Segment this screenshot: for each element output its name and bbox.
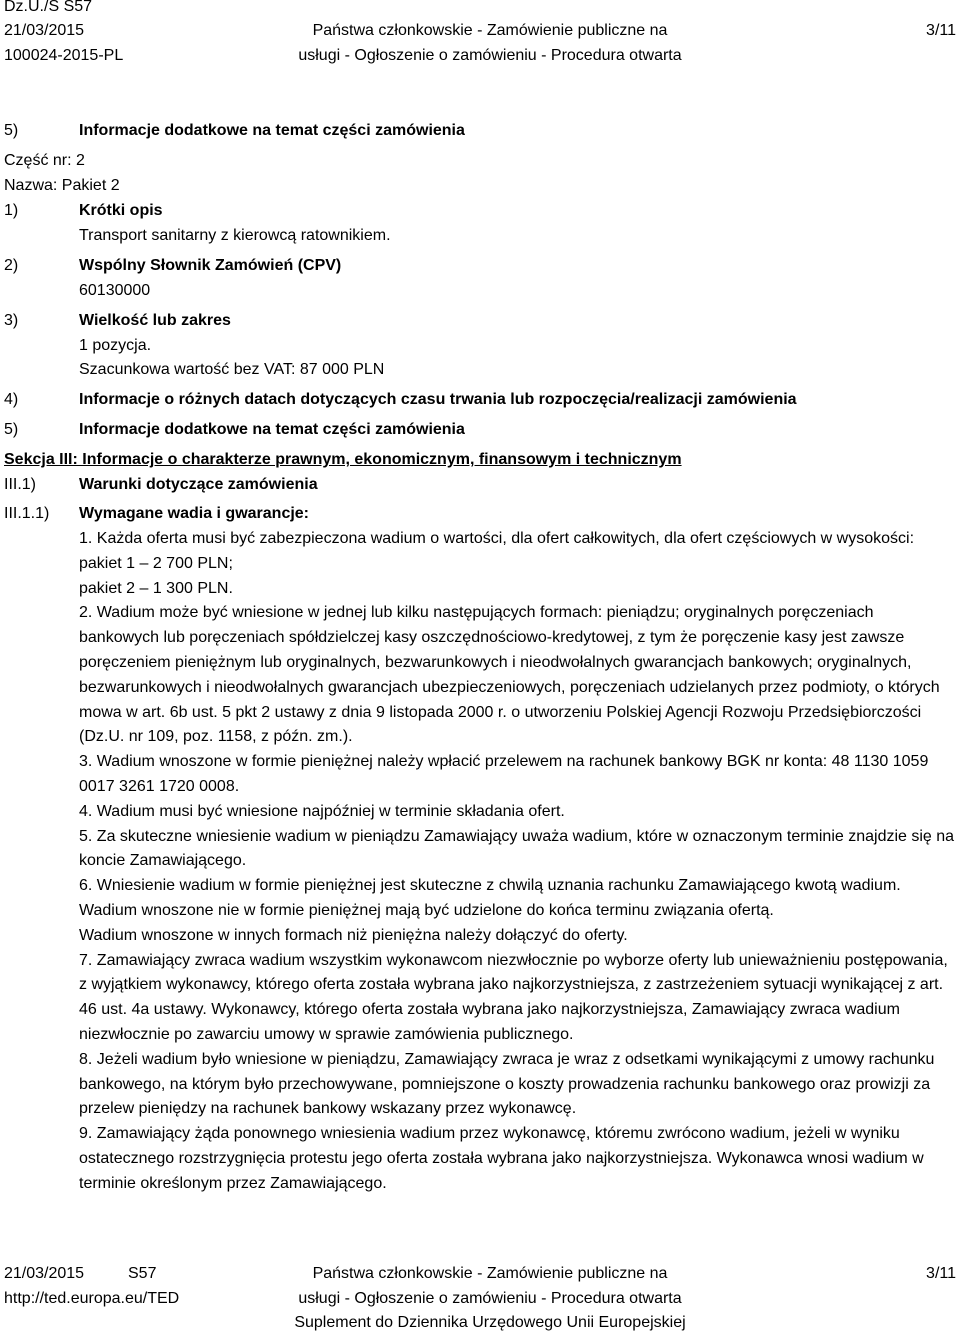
s2-text: 60130000 [79, 282, 151, 299]
section3-heading: Sekcja III: Informacje o charakterze prawnym, ekonomicznym, finansowym i technicznym [4, 451, 682, 468]
footer-journal: S57 [128, 1265, 157, 1282]
footer-page: 3/11 [926, 1265, 956, 1282]
paragraph: 5. Za skuteczne wniesienie wadium w pieniądzu Zamawiający uważa wadium, które w oznaczonym terminie znajdzie się na koncie Zamawiającego. [79, 827, 955, 870]
header-date: 21/03/2015 [4, 22, 85, 39]
paragraph: 9. Zamawiający żąda ponownego wniesienia wadium przez wykonawcę, któremu zwrócono wadium, jeżeli w wyniku ostatecznego rozstrzygnięcia protestu jego oferta została wybrana jako najkorzystniejsza. Wykonawca wnosi wadium w terminie określonym przez Zamawiającego. [79, 1125, 924, 1192]
header-title-line2: usługi - Ogłoszenie o zamówieniu - Procedura otwarta [298, 47, 682, 64]
s5b-num: 5) [4, 421, 19, 438]
s5-num: 5) [4, 122, 19, 139]
s5b-title: Informacje dodatkowe na temat części zamówienia [79, 421, 465, 438]
paragraph: 3. Wadium wnoszone w formie pieniężnej należy wpłacić przelewem na rachunek bankowy BGK nr konta: 48 1130 1059 0017 3261 1720 0008. [79, 753, 929, 795]
paragraph: Wadium wnoszone nie w formie pieniężnej mają być udzielone do końca terminu związania ofertą. [79, 901, 774, 919]
s2-num: 2) [4, 257, 19, 274]
s311-title: Wymagane wadia i gwarancje: [79, 505, 310, 522]
paragraph: 6. Wniesienie wadium w formie pieniężnej jest skuteczne z chwilą uznania rachunku Zamawiającego kwotą wadium. [79, 877, 901, 895]
s3-title: Wielkość lub zakres [79, 312, 231, 329]
paragraph: 7. Zamawiający zwraca wadium wszystkim wykonawcom niezwłocznie po wyborze oferty lub unieważnieniu postępowania, z wyjątkiem wykonawcy, którego oferta została wybrana jako najkorzystniejsza, z zastrzeżeniem sytuacji wynikającej z art. 46 ust. 4a ustawy. Wykonawcy, którego oferta została wybrana jako najkorzystniejsza, Zamawiający zwraca wadium niezwłocznie po zawarciu umowy w sprawie zamówienia publicznego. [79, 951, 948, 1043]
s3-num: 3) [4, 312, 19, 329]
s31-num: III.1) [4, 476, 37, 493]
part-name: Nazwa: Pakiet 2 [4, 177, 120, 194]
deposit-conditions [79, 527, 955, 1197]
paragraph: pakiet 1 – 2 700 PLN; [79, 554, 233, 572]
paragraph: 8. Jeżeli wadium było wniesione w pieniądzu, Zamawiający zwraca je wraz z odsetkami wynikającymi z umowy rachunku bankowego, na którym było przechowywane, pomniejszone o koszty prowadzenia rachunku bankowego oraz prowizji za przelew pieniędzy na rachunek bankowy wskazany przez wykonawcę. [79, 1050, 935, 1118]
paragraph: 4. Wadium musi być wniesione najpóźniej w terminie składania ofert. [79, 802, 565, 820]
part-number: Część nr: 2 [4, 152, 85, 169]
s2-title: Wspólny Słownik Zamówień (CPV) [79, 257, 342, 274]
s1-num: 1) [4, 202, 19, 219]
header-page: 3/11 [926, 22, 956, 39]
paragraph: 1. Każda oferta musi być zabezpieczona wadium o wartości, dla ofert całkowitych, dla ofert częściowych w wysokości: [79, 530, 915, 547]
footer-title-line2: usługi - Ogłoszenie o zamówieniu - Procedura otwarta [298, 1290, 682, 1307]
s311-num: III.1.1) [4, 505, 50, 522]
s3-text1: 1 pozycja. [79, 337, 152, 354]
s1-text: Transport sanitarny z kierowcą ratownikiem. [79, 227, 391, 244]
paragraph: pakiet 2 – 1 300 PLN. [79, 579, 233, 597]
s1-title: Krótki opis [79, 202, 163, 219]
footer-date: 21/03/2015 [4, 1265, 85, 1282]
footer-title-line1: Państwa członkowskie - Zamówienie publiczne na [312, 1265, 668, 1282]
paragraph: Wadium wnoszone w innych formach niż pieniężna należy dołączyć do oferty. [79, 926, 628, 944]
s5-title: Informacje dodatkowe na temat części zamówienia [79, 122, 465, 139]
s3-text2: Szacunkowa wartość bez VAT: 87 000 PLN [79, 361, 385, 378]
paragraph: 2. Wadium może być wniesione w jednej lub kilku następujących formach: pieniądzu; oryginalnych poręczeniach bankowych lub poręczeniach spółdzielczej kasy oszczędnościowo-kredytowej, z tym że poręczenie kasy jest zawsze poręczeniem pieniężnym lub oryginalnych, bezwarunkowych i nieodwołalnych gwarancjach bankowych; oryginalnych, bezwarunkowych i nieodwołalnych gwarancjach ubezpieczeniowych, poręczeniach udzielanych przez podmioty, o których mowa w art. 6b ust. 5 pkt 2 ustawy z dnia 9 listopada 2000 r. o utworzeniu Polskiej Agencji Rozwoju Przedsiębiorczości (Dz.U. nr 109, poz. 1158, z późn. zm.). [79, 604, 940, 746]
header-journal: Dz.U./S S57 [4, 0, 93, 15]
header-ref: 100024-2015-PL [4, 47, 124, 64]
footer-title-line3: Suplement do Dziennika Urzędowego Unii Europejskiej [294, 1314, 686, 1331]
footer-url[interactable]: http://ted.europa.eu/TED [4, 1290, 180, 1307]
s4-title: Informacje o różnych datach dotyczących czasu trwania lub rozpoczęcia/realizacji zamówienia [79, 391, 797, 408]
header-title-line1: Państwa członkowskie - Zamówienie publiczne na [312, 22, 668, 39]
s4-num: 4) [4, 391, 19, 408]
s31-title: Warunki dotyczące zamówienia [79, 476, 318, 493]
